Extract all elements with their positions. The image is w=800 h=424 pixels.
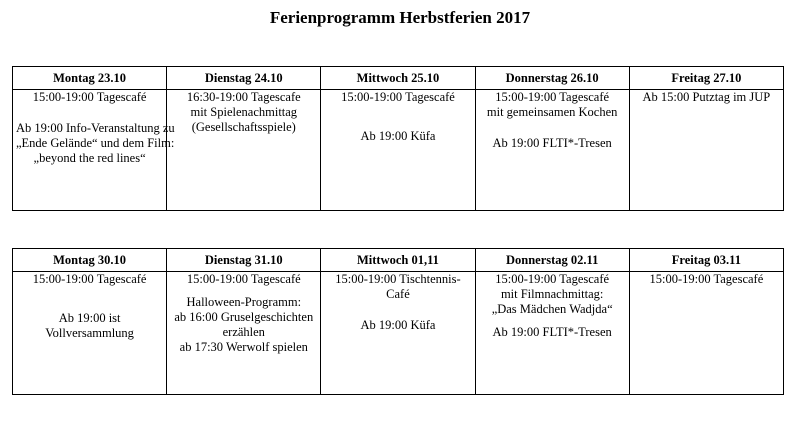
day-header: Dienstag 31.10 — [167, 249, 321, 272]
program-entry: Ab 19:00 Küfa — [360, 129, 436, 143]
program-entry: „Das Mädchen Wadjda“ — [491, 302, 613, 316]
cell-spacer — [324, 310, 471, 318]
program-row — [13, 272, 784, 395]
day-header: Mittwoch 25.10 — [321, 67, 475, 90]
cell-spacer — [324, 113, 471, 121]
day-header: Dienstag 24.10 — [167, 67, 321, 90]
cell-spacer — [16, 295, 163, 303]
day-cell — [167, 272, 321, 395]
day-header: Freitag 27.10 — [629, 67, 783, 90]
program-entry: Vollversammlung — [45, 326, 134, 340]
cell-spacer — [16, 303, 163, 311]
program-entry: 15:00-19:00 Tagescafé — [495, 90, 610, 104]
program-entry: 15:00-19:00 Tagescafé — [32, 90, 147, 104]
day-cell — [321, 90, 475, 211]
schedule-table-week-2 — [12, 248, 784, 395]
program-entry: 15:00-19:00 Tagescafé — [341, 90, 455, 104]
schedule-table-week-1 — [12, 66, 784, 211]
page-title: Ferienprogramm Herbstferien 2017 — [269, 8, 531, 27]
day-cell — [629, 272, 783, 395]
program-entry: 15:00-19:00 Tischtennis- — [335, 272, 461, 286]
program-entry: (Gesellschaftsspiele) — [191, 120, 296, 134]
program-entry: erzählen — [222, 325, 265, 339]
day-cell — [629, 90, 783, 211]
program-entry: mit Filmnachmittag: — [500, 287, 604, 301]
program-entry: Ab 19:00 Küfa — [360, 318, 436, 332]
program-entry: Ab 19:00 Info-Veranstaltung zu — [16, 121, 175, 135]
day-cell — [13, 90, 175, 211]
day-cell — [475, 272, 629, 395]
program-entry: ab 17:30 Werwolf spielen — [179, 340, 308, 354]
cell-spacer — [170, 287, 317, 295]
program-entry: mit Spielenachmittag — [190, 105, 298, 119]
day-header: Mittwoch 01,11 — [321, 249, 475, 272]
program-entry: Café — [386, 287, 410, 301]
program-entry: 15:00-19:00 Tagescafé — [186, 272, 301, 286]
cell-spacer — [16, 113, 163, 121]
cell-spacer — [324, 302, 471, 310]
program-entry: „beyond the red lines“ — [33, 151, 146, 165]
program-entry: Ab 19:00 ist — [58, 311, 121, 325]
day-cell — [321, 272, 475, 395]
header-row — [13, 67, 784, 90]
cell-spacer — [16, 287, 163, 295]
day-header: Donnerstag 02.11 — [475, 249, 629, 272]
program-entry: „Ende Gelände“ und dem Film: — [16, 136, 175, 150]
program-row — [13, 90, 784, 211]
day-header: Donnerstag 26.10 — [475, 67, 629, 90]
program-entry: 16:30-19:00 Tagescafe — [186, 90, 301, 104]
header-row — [13, 249, 784, 272]
program-entry: Ab 19:00 FLTI*-Tresen — [492, 136, 612, 150]
program-entry: Halloween-Programm: — [186, 295, 302, 309]
cell-spacer — [16, 105, 163, 113]
day-header: Montag 30.10 — [13, 249, 167, 272]
program-entry: 15:00-19:00 Tagescafé — [649, 272, 764, 286]
day-cell — [13, 272, 167, 395]
cell-spacer — [479, 120, 626, 128]
cell-spacer — [479, 128, 626, 136]
day-header: Freitag 03.11 — [629, 249, 783, 272]
program-entry: Ab 19:00 FLTI*-Tresen — [492, 325, 612, 339]
day-cell — [475, 90, 629, 211]
cell-spacer — [324, 105, 471, 113]
program-entry: mit gemeinsamen Kochen — [486, 105, 618, 119]
cell-spacer — [324, 121, 471, 129]
program-entry: ab 16:00 Gruselgeschichten — [174, 310, 314, 324]
program-entry: 15:00-19:00 Tagescafé — [495, 272, 610, 286]
day-cell — [167, 90, 321, 211]
program-entry: Ab 15:00 Putztag im JUP — [642, 90, 771, 104]
cell-spacer — [479, 317, 626, 325]
day-header: Montag 23.10 — [13, 67, 167, 90]
program-entry: 15:00-19:00 Tagescafé — [32, 272, 147, 286]
